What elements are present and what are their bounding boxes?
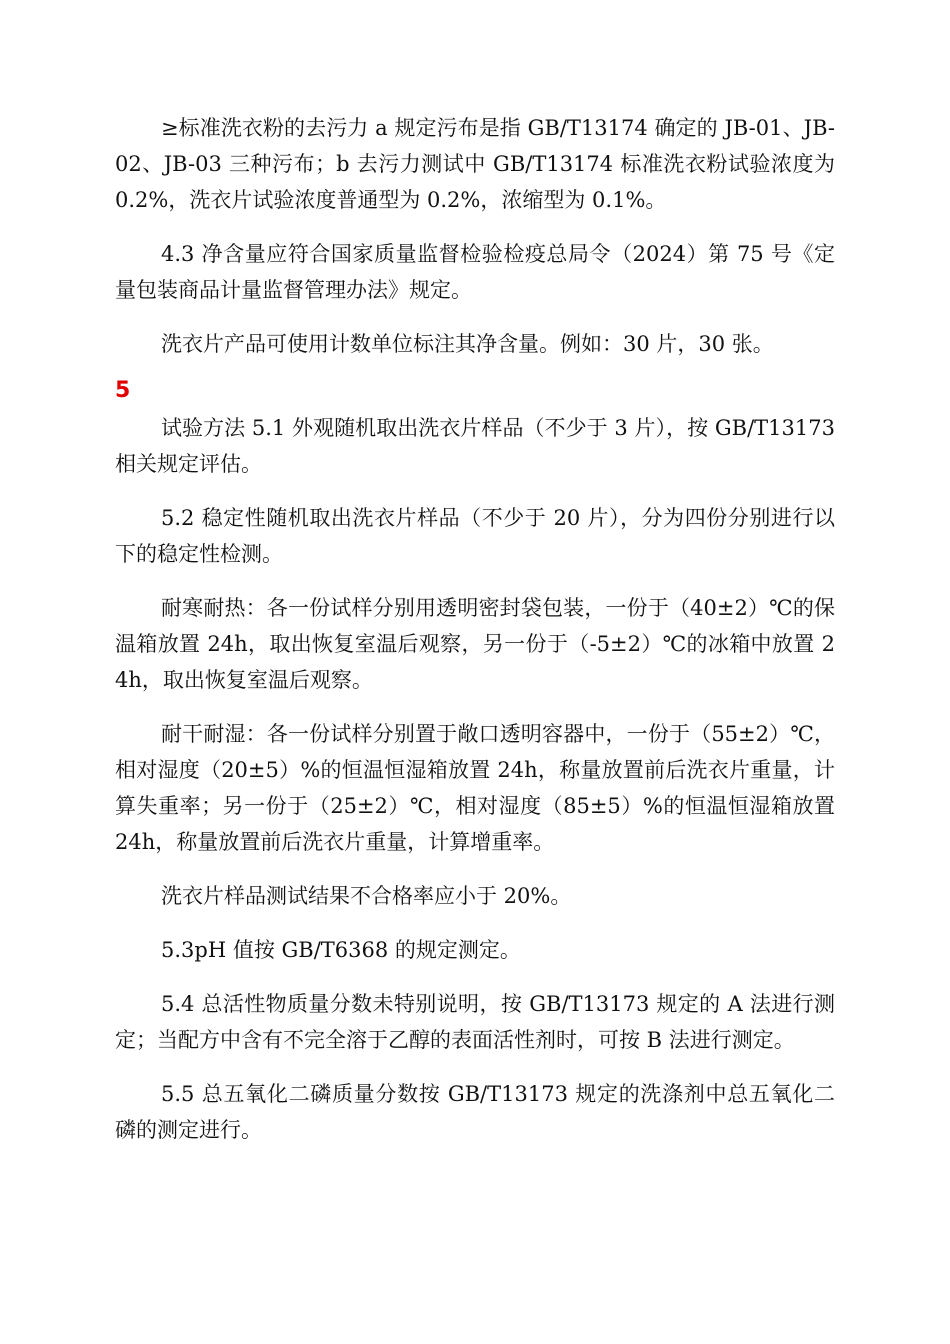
paragraph-ph-test: 5.3pH 值按 GB/T6368 的规定测定。 [161, 938, 521, 962]
paragraph-detergency-note: ≥标准洗衣粉的去污力 a 规定污布是指 GB/T13174 确定的 JB-01、JB-02、JB-03 三种污布；b 去污力测试中 GB/T13174 标准洗衣粉试验浓度为 0.2%，洗衣片试验浓度普通型为 0.2%，浓缩型为 0.1%。 [115, 116, 835, 212]
paragraph-active-matter-test: 5.4 总活性物质量分数未特别说明，按 GB/T13173 规定的 A 法进行测定；当配方中含有不完全溶于乙醇的表面活性剂时，可按 B 法进行测定。 [115, 992, 835, 1052]
paragraph-failure-rate: 洗衣片样品测试结果不合格率应小于 20%。 [161, 884, 572, 908]
paragraph-stability-test: 5.2 稳定性随机取出洗衣片样品（不少于 20 片），分为四份分别进行以下的稳定性检测。 [115, 506, 835, 566]
paragraph-phosphorus-test: 5.5 总五氧化二磷质量分数按 GB/T13173 规定的洗涤剂中总五氧化二磷的测定进行。 [115, 1082, 835, 1142]
section-number: 5 [115, 378, 131, 403]
paragraph-appearance-test: 试验方法 5.1 外观随机取出洗衣片样品（不少于 3 片），按 GB/T13173 相关规定评估。 [115, 416, 835, 476]
paragraph-cold-heat-test: 耐寒耐热：各一份试样分别用透明密封袋包装，一份于（40±2）℃的保温箱放置 24h，取出恢复室温后观察，另一份于（-5±2）℃的冰箱中放置 24h，取出恢复室温后观察。 [115, 596, 835, 692]
paragraph-net-content: 4.3 净含量应符合国家质量监督检验检疫总局令（2024）第 75 号《定量包装商品计量监督管理办法》规定。 [115, 242, 835, 302]
document-body [115, 110, 835, 1166]
paragraph-count-units: 洗衣片产品可使用计数单位标注其净含量。例如：30 片，30 张。 [161, 332, 774, 356]
paragraph-dry-humid-test: 耐干耐湿：各一份试样分别置于敞口透明容器中，一份于（55±2）℃，相对湿度（20±5）%的恒温恒湿箱放置 24h，称量放置前后洗衣片重量，计算失重率；另一份于（25±2）℃，相对湿度（85±5）%的恒温恒湿箱放置 24h，称量放置前后洗衣片重量，计算增重率。 [115, 722, 835, 854]
